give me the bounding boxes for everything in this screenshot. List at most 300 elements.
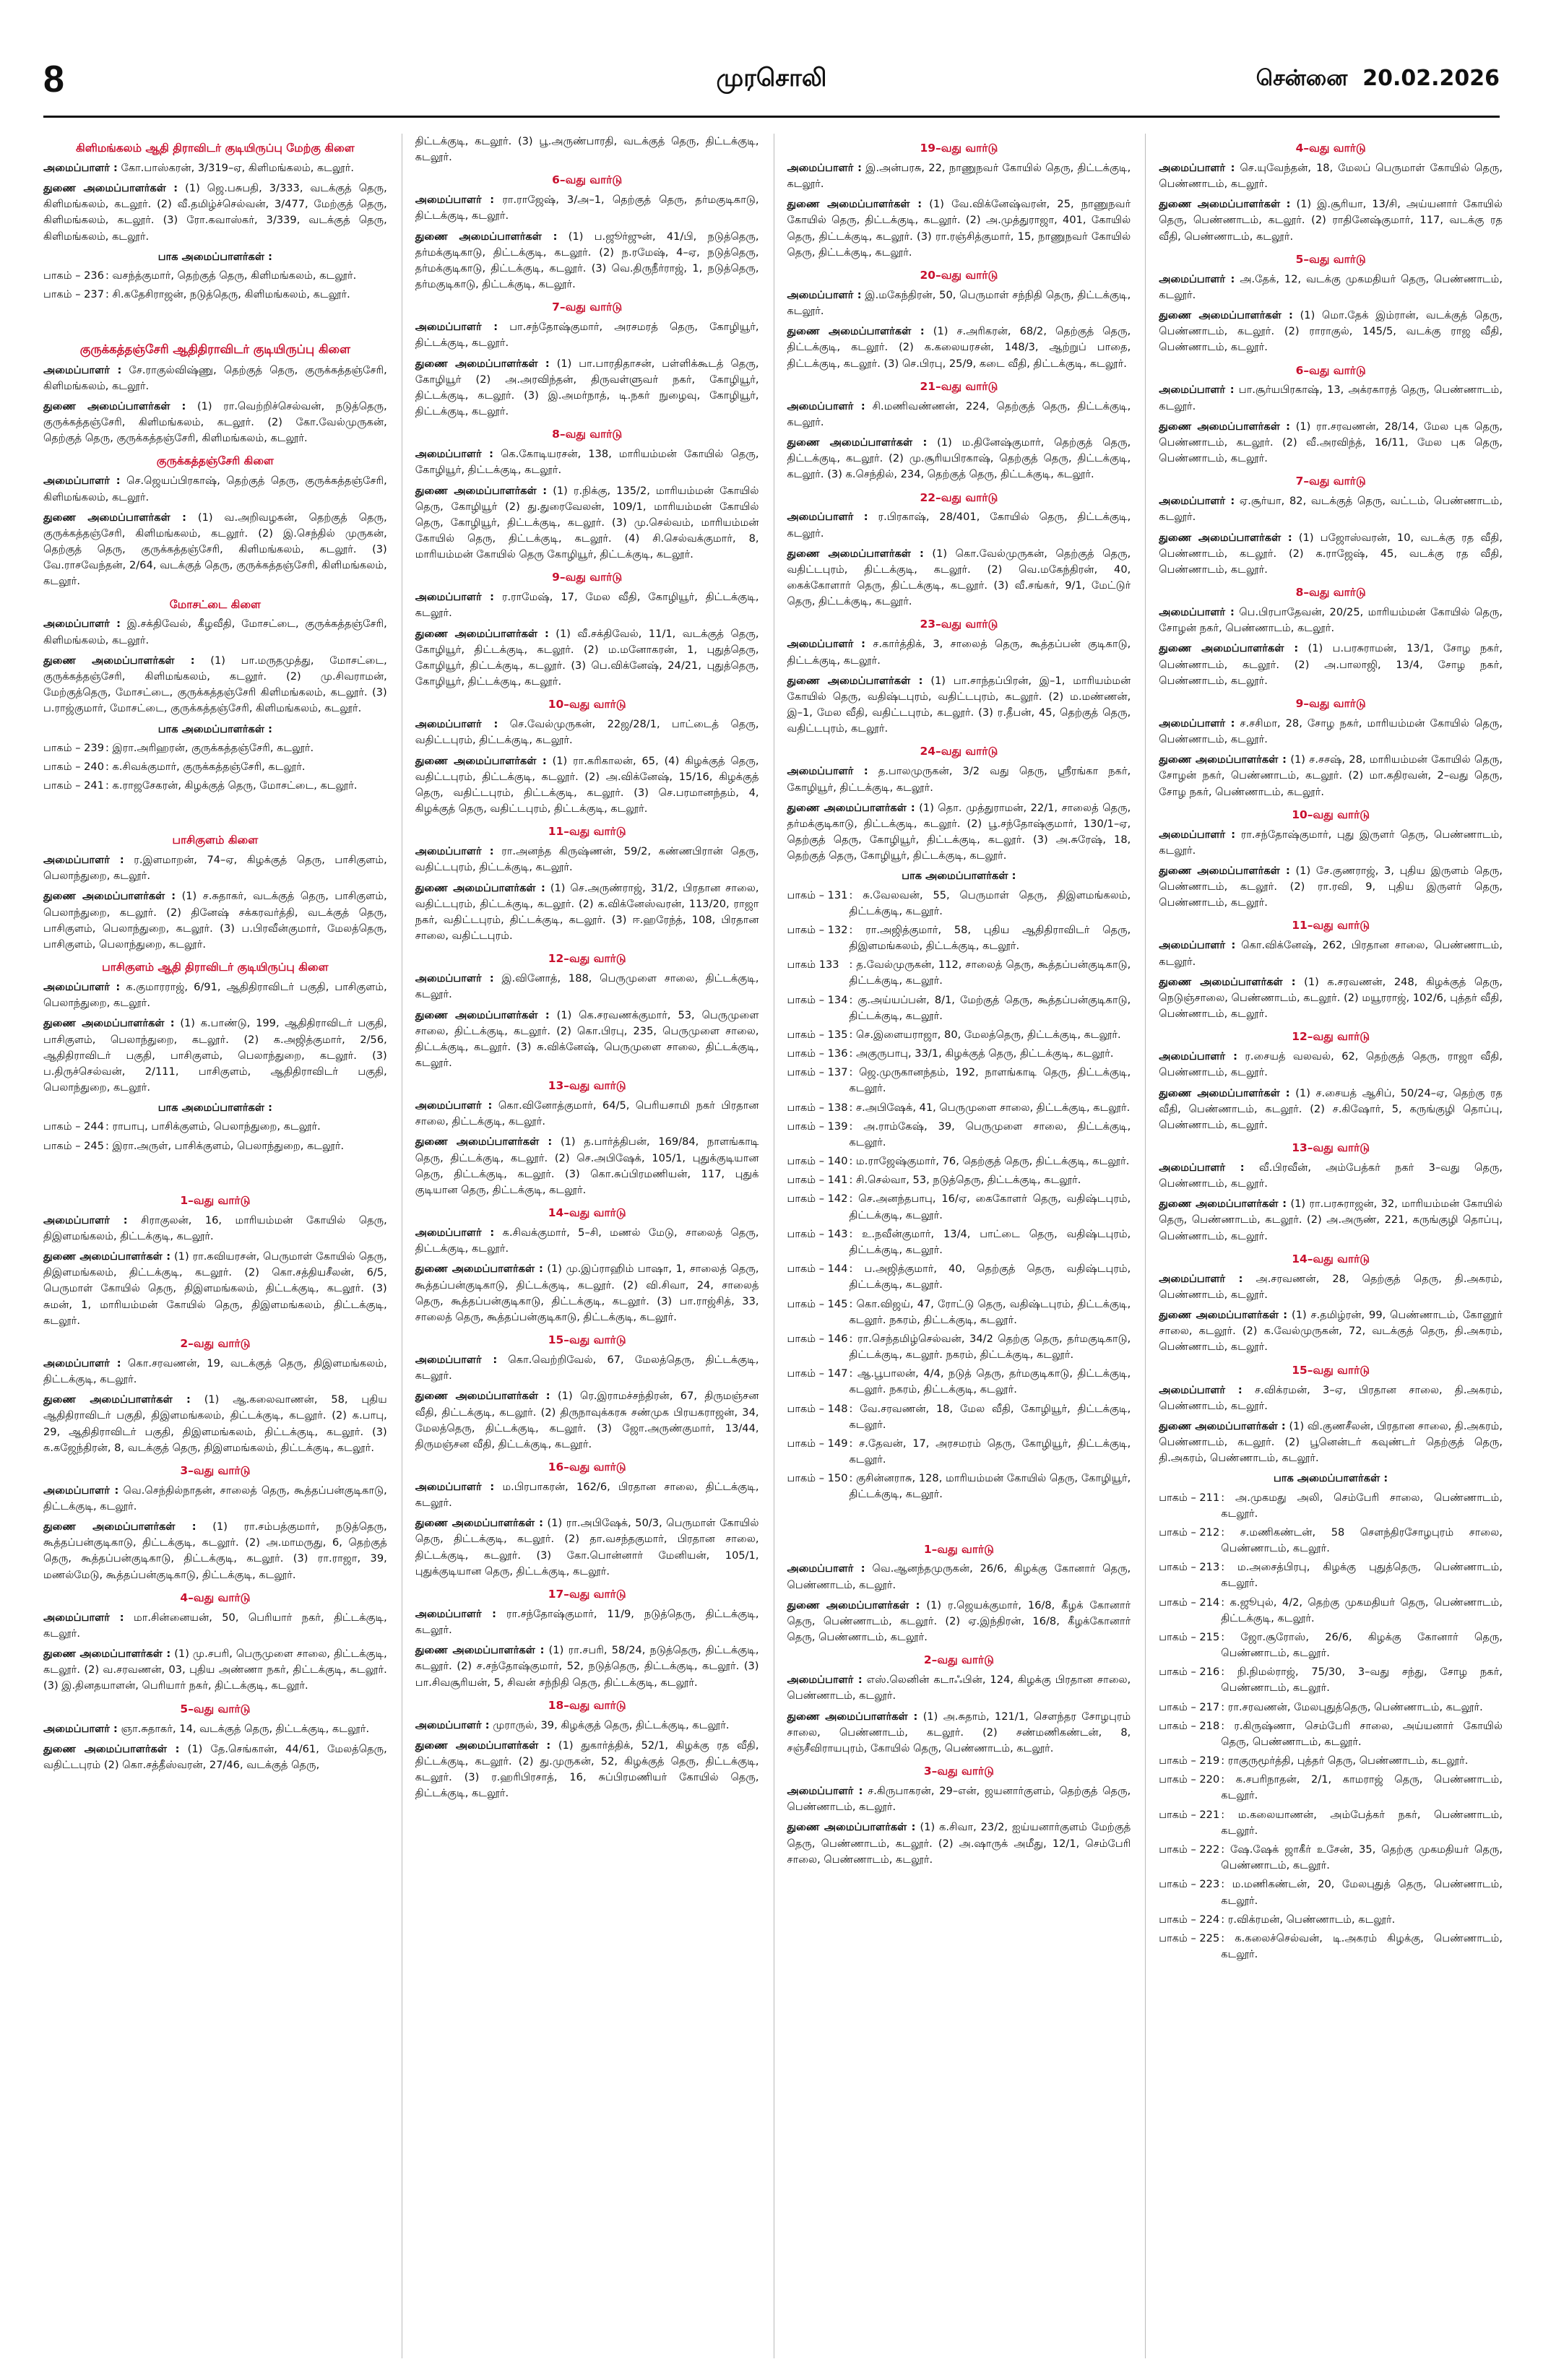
column-2 — [402, 134, 759, 2358]
dateline-date: 20.02.2026 — [1362, 65, 1500, 91]
booth-row — [787, 1046, 1131, 1062]
entry-label: அமைப்பாளர் : — [415, 321, 498, 334]
entry-label: அமைப்பாளர் : — [43, 363, 122, 376]
entry-paragraph — [43, 510, 387, 590]
entry-label: துணை அமைப்பாளர்கள் : — [43, 1250, 171, 1263]
entry-paragraph — [43, 653, 387, 717]
booth-number: பாகம் – 216 — [1159, 1666, 1220, 1679]
booth-organizer: : க.கலைச்செல்வன், டி.அகரம் கிழக்கு, பெண்ணாடம், கடலூர். — [1221, 1931, 1503, 1961]
section-heading: 7–வது வார்டு — [552, 300, 623, 314]
booth-row — [787, 1191, 1131, 1223]
booth-row — [1159, 1490, 1503, 1522]
entry-label: துணை அமைப்பாளர்கள் : — [787, 547, 924, 560]
entry-text: த.பாலமுருகன், 3/2 வது தெரு, ஸ்ரீரங்கா நகர், கோழியூர், திட்டக்குடி, கடலூர். — [787, 765, 1131, 794]
entry-text: (1) இ.சூரியா, 13/சி, அய்யனார் கோயில் தெரு, பெண்ணாடம், கடலூர். (2) ராதினேஷ்குமார், 117, வடக்கு ரத வீதி, பெண்ணாடம், கடலூர். — [1159, 198, 1503, 243]
booth-row — [787, 922, 1131, 954]
entry-text: கொ.வினோத்குமார், 64/5, பெரியசாமி நகர் பிரதான சாலை, திட்டக்குடி, கடலூர். — [415, 1099, 759, 1128]
section-heading: 12–வது வார்டு — [1292, 1030, 1370, 1044]
entry-text: (1) ரா.வெற்றிச்செல்வன், நடுத்தெரு, குருக்கத்தஞ்சேரி, கிளிமங்கலம், கடலூர். (2) கோ.வேல்முருகன், தெற்குத் தெரு, குருக்கத்தஞ்சேரி, கிளிமங்கலம், கடலூர். — [43, 399, 387, 445]
entry-paragraph — [43, 1519, 387, 1583]
booth-row — [1159, 1595, 1503, 1627]
booth-row — [1159, 1877, 1503, 1908]
entry-paragraph — [415, 319, 759, 351]
booth-row — [43, 740, 387, 756]
entry-paragraph — [43, 888, 387, 953]
entry-text: (1) ச.சையத் ஆசிப், 50/24–ஏ, தெற்கு ரத வீதி, பெண்ணாடம், கடலூர். (2) ச.கிஷோர், 5, கருங்குழி தொப்பு, பெண்ணாடம், கடலூர். — [1159, 1086, 1503, 1131]
booth-organizer: : அ.ராம்கேஷ், 39, பெருமுளை சாலை, திட்டக்குடி, கடலூர். — [849, 1120, 1131, 1148]
booth-organizer: : குசின்னராசு, 128, மாரியம்மன் கோயில் தெரு, கோழியூர், திட்டக்குடி, கடலூர். — [849, 1472, 1131, 1501]
booth-organizer: : ஜோ.சூரோஸ், 26/6, கிழக்கு கோனார் தெரு, பெண்ணாடம், கடலூர். — [1221, 1630, 1503, 1660]
entry-paragraph — [43, 1741, 387, 1773]
entry-paragraph — [787, 763, 1131, 795]
section-heading: 21–வது வார்டு — [920, 379, 998, 393]
entry-label: அமைப்பாளர் : — [1159, 384, 1235, 397]
section-heading: குருக்கத்தஞ்சேரி ஆதிதிராவிடர் குடியிருப்பு கிளை — [79, 342, 350, 357]
spacer — [43, 306, 387, 334]
entry-text: (1) ர.நிக்கு, 135/2, மாரியம்மன் கோயில் தெரு, கோழியூர் (2) து.துரைவேலன், 109/1, மாரியம்மன் கோயில் தெரு, கோழியூர், திட்டக்குடி, கடலூர். (3) மு.செல்வம், மாரியம்மன் கோயில் தெரு, திட்டக்குடி, கடலூர். (4) சி.செல்வக்குமார், 8, மாரியம்மன் கோயில் தெரு கோழியூர், திட்டக்குடி, கடலூர். — [415, 484, 759, 561]
entry-text: ர.பிரகாஷ், 28/401, கோயில் தெரு, திட்டக்குடி, கடலூர். — [787, 511, 1131, 540]
booth-number: பாகம் – 149 — [787, 1437, 848, 1450]
entry-paragraph — [1159, 1419, 1503, 1467]
entry-label: துணை அமைப்பாளர்கள் : — [415, 1739, 551, 1752]
booth-row — [787, 1027, 1131, 1043]
entry-text: ர.இளமாறன், 74–ஏ, கிழக்குத் தெரு, பாசிகுளம், பெலாந்துறை, கடலூர். — [43, 854, 387, 883]
booth-number: பாகம் – 218 — [1159, 1719, 1220, 1732]
booth-row — [1159, 1753, 1503, 1769]
entry-paragraph — [43, 1249, 387, 1329]
booth-organizer: : உ.நவீன்குமார், 13/4, பாட்டை தெரு, வதிஷ்டபுரம், திட்டக்குடி, கடலூர். — [849, 1227, 1131, 1256]
booth-organizer: : ச.அபிஷேக், 41, பெருமுளை சாலை, திட்டக்குடி, கடலூர். — [849, 1101, 1131, 1114]
entry-paragraph — [787, 1561, 1131, 1593]
entry-label: அமைப்பாளர் : — [1159, 606, 1235, 619]
entry-text: (1) ரா.அபிஷேக், 50/3, பெருமாள் கோயில் தெரு, திட்டக்குடி, கடலூர். (2) தா.வசந்தகுமார், பிரதான சாலை, திட்டக்குடி, கடலூர். (3) கோ.பொன்னார் மேனியன், 105/1, புதுக்குடியான தெரு, திட்டக்குடி, கடலூர். — [415, 1517, 759, 1578]
section-heading: 1–வது வார்டு — [923, 1542, 994, 1556]
booth-organizer: : ரா.செந்தமிழ்செல்வன், 34/2 தெற்கு தெரு, தர்மகுடிகாடு, திட்டக்குடி, கடலூர். நகரம், திட்டக்குடி, கடலூர். — [849, 1332, 1131, 1362]
entry-text: ஞா.சுதாகர், 14, வடக்குத் தெரு, திட்டக்குடி, கடலூர். — [121, 1722, 370, 1735]
entry-paragraph — [787, 1783, 1131, 1815]
booth-organizer: : ரா.அஜித்குமார், 58, புதிய ஆதிதிராவிடர் தெரு, திஇளமங்கலம், திட்டக்குடி, கடலூர். — [849, 923, 1131, 953]
booth-row — [1159, 1559, 1503, 1591]
entry-paragraph — [1159, 530, 1503, 579]
entry-label: அமைப்பாளர் : — [415, 1607, 496, 1620]
entry-label: அமைப்பாளர் : — [787, 765, 868, 778]
booth-row — [1159, 1807, 1503, 1839]
entry-text: கொ.வெற்றிவேல், 67, மேலத்தெரு, திட்டக்குடி, கடலூர். — [415, 1354, 759, 1382]
section-heading: 23–வது வார்டு — [920, 618, 998, 631]
entry-paragraph — [415, 1515, 759, 1580]
entry-label: துணை அமைப்பாளர்கள் : — [415, 754, 547, 767]
entry-label: துணை அமைப்பாளர்கள் : — [787, 674, 923, 687]
entry-label: துணை அமைப்பாளர்கள் : — [43, 182, 178, 195]
booth-organizer: : ஜெ.முருகானந்தம், 192, நாளங்காடி தெரு, திட்டக்குடி, கடலூர். — [849, 1066, 1131, 1095]
entry-text: ச.சசிமா, 28, சோழ நகர், மாரியம்மன் கோயில் தெரு, பெண்ணாடம், கடலூர். — [1159, 717, 1503, 745]
entry-paragraph — [415, 446, 759, 478]
subheading: பாக அமைப்பாளர்கள் : — [157, 250, 272, 263]
entry-label: துணை அமைப்பாளர்கள் : — [1159, 864, 1290, 877]
booth-number: பாகம் – 223 — [1159, 1878, 1220, 1891]
entry-paragraph — [43, 181, 387, 245]
booth-number: பாகம் – 211 — [1159, 1491, 1220, 1504]
entry-text: கெ.கோடியரசன், 138, மாரியம்மன் கோயில் தெரு, கோழியூர், திட்டக்குடி, கடலூர். — [415, 448, 759, 477]
entry-text: இ.மகேந்திரன், 50, பெருமாள் சந்நிதி தெரு, திட்டக்குடி, கடலூர். — [787, 288, 1131, 318]
entry-paragraph — [415, 483, 759, 563]
entry-label: துணை அமைப்பாளர்கள் : — [1159, 420, 1290, 433]
section-heading: 14–வது வார்டு — [1292, 1252, 1370, 1265]
section-heading: 15–வது வார்டு — [1292, 1363, 1370, 1377]
booth-organizer: : க.ராஜசேகரன், கிழக்குத் தெரு, மோசட்டை, கடலூர். — [105, 779, 358, 792]
entry-label: அமைப்பாளர் : — [787, 161, 862, 174]
booth-organizer: : வசந்த்குமார், தெற்குத் தெரு, கிளிமங்கலம், கடலூர். — [105, 269, 357, 282]
booth-organizer: : ம.மணிகண்டன், 20, மேலபுதுத் தெரு, பெண்ணாடம், கடலூர். — [1221, 1878, 1503, 1907]
booth-row — [787, 957, 1131, 989]
entry-label: துணை அமைப்பாளர்கள் : — [415, 627, 549, 640]
entry-label: துணை அமைப்பாளர்கள் : — [43, 1520, 196, 1533]
entry-paragraph — [787, 800, 1131, 865]
subheading: பாக அமைப்பாளர்கள் : — [902, 870, 1016, 883]
booth-row — [787, 1297, 1131, 1328]
booth-row — [1159, 1842, 1503, 1874]
booth-row — [787, 1331, 1131, 1363]
booth-number: பாகம் – 212 — [1159, 1526, 1220, 1539]
entry-paragraph — [1159, 716, 1503, 748]
booth-organizer: : சி.செல்வா, 53, நடுத்தெரு, திட்டக்குடி, கடலூர். — [849, 1174, 1081, 1187]
entry-paragraph — [415, 1261, 759, 1325]
entry-paragraph — [787, 1672, 1131, 1704]
entry-paragraph — [415, 356, 759, 420]
entry-text: (1) ர.ஜெயக்குமார், 16/8, கீழக் கோனார் தெரு, பெண்ணாடம், கடலூர். (2) ஏ.இந்திரன், 16/8, கீழக்கோனார் தெரு, பெண்ணாடம், கடலூர். — [787, 1598, 1131, 1644]
entry-paragraph — [787, 673, 1131, 737]
booth-organizer: : ம.ராஜேஷ்குமார், 76, தெற்குத் தெரு, திட்டக்குடி, கடலூர். — [849, 1155, 1130, 1168]
entry-label: துணை அமைப்பாளர்கள் : — [1159, 1419, 1286, 1432]
entry-text: செ.வேல்முருகன், 22ஜ/28/1, பாட்டைத் தெரு, வதிட்டபுரம், திட்டக்குடி, கடலூர். — [415, 718, 759, 747]
section-heading: 7–வது வார்டு — [1295, 475, 1366, 488]
booth-number: பாகம் – 136 — [787, 1047, 848, 1060]
entry-paragraph — [787, 399, 1131, 430]
entry-text: (1) கெ.சரவணக்குமார், 53, பெருமுளை சாலை, திட்டக்குடி, கடலூர். (2) கொ.பிரபு, 235, பெருமுளை சாலை, திட்டக்குடி, கடலூர். (3) சு.விக்னேஷ், பெருமுளை சாலை, திட்டக்குடி, கடலூர். — [415, 1008, 759, 1070]
section-heading: 3–வது வார்டு — [180, 1463, 251, 1477]
spacer — [787, 1506, 1131, 1535]
entry-text: பா.சந்தோஷ்குமார், அரசமரத் தெரு, கோழியூர், திட்டக்குடி, கடலூர். — [415, 321, 759, 350]
booth-number: பாகம் – 217 — [1159, 1700, 1220, 1713]
booth-row — [43, 1138, 387, 1154]
booth-number: பாகம் – 213 — [1159, 1561, 1220, 1574]
entry-paragraph — [415, 229, 759, 293]
entry-text: கொ.சரவணன், 19, வடக்குத் தெரு, திஇளமங்கலம், திட்டக்குடி, கடலூர். — [43, 1356, 387, 1385]
page-number: 8 — [43, 59, 64, 100]
booth-organizer: : இரா.அருள், பாசிக்குளம், பெலாந்துறை, கடலூர். — [105, 1139, 345, 1152]
booth-number: பாகம் – 245 — [43, 1139, 104, 1152]
entry-text: (1) தொ. முத்துராமன், 22/1, சாலைத் தெரு, தர்மக்குடிகாடு, திட்டக்குடி, கடலூர். (2) பூ.சந்தோஷ்குமார், 130/1–ஏ, தெற்குத் தெரு, கோழியூர், திட்டக்குடி, கடலூர். (3) அ.சுரேஷ், 18, தெற்குத் தெரு, கோழியூர், திட்டக்குடி, கடலூர். — [787, 801, 1131, 862]
entry-label: அமைப்பாளர் : — [787, 1785, 863, 1798]
booth-number: பாகம் – 137 — [787, 1066, 848, 1079]
entry-text: (1) மு.சபரி, பெருமுளை சாலை, திட்டக்குடி, கடலூர். (2) வ.சரவணன், 03, புதிய அண்ணா நகர், திட்டக்குடி, கடலூர். (3) இ.தினதயாளன், பெரியார் நகர், திட்டக்குடி, கடலூர். — [43, 1648, 387, 1692]
booth-organizer: : ராபாபு, பாசிக்குளம், பெலாந்துறை, கடலூர். — [105, 1120, 321, 1133]
entry-text: (1) பஜோஸ்வரன், 10, வடக்கு ரத வீதி, பெண்ணாடம், கடலூர். (2) க.ராஜேஷ், 45, வடக்கு ரத வீதி, பெண்ணாடம், கடலூர். — [1159, 531, 1503, 576]
booth-organizer: : வே.சரவணன், 18, மேல வீதி, கோழியூர், திட்டக்குடி, கடலூர். — [849, 1402, 1131, 1431]
entry-label: அமைப்பாளர் : — [43, 1722, 118, 1735]
booth-organizer: : க.ஜூபுல், 4/2, தெற்கு முகமதியர் தெரு, பெண்ணாடம், திட்டக்குடி, கடலூர். — [1221, 1596, 1503, 1624]
entry-paragraph — [1159, 272, 1503, 303]
booth-row — [787, 1261, 1131, 1293]
booth-row — [787, 1471, 1131, 1502]
entry-text: (1) ம.தினேஷ்குமார், தெற்குத் தெரு, திட்டக்குடி, கடலூர். (2) மு.சூரியபிரகாஷ், தெற்குத் தெரு, திட்டக்குடி, கடலூர். (3) க.செந்தில், 234, தெற்குத் தெரு, திட்டக்குடி, கடலூர். — [787, 436, 1131, 481]
entry-text: (1) ரா.பரசுராஜன், 32, மாரியம்மன் கோயில் தெரு, பெண்ணாடம், கடலூர். (2) அ.அருண், 221, கருங்குழி தொப்பு, பெண்ணாடம், கடலூர். — [1159, 1198, 1503, 1242]
dateline-place: சென்னை — [1255, 65, 1348, 91]
entry-text: (1) ஜெ.பசுபதி, 3/333, வடக்குத் தெரு, கிளிமங்கலம், கடலூர். (2) வீ.தமிழ்ச்செல்வன், 3/477, மேற்குத் தெரு, கிளிமங்கலம், கடலூர். (3) ரோ.கவாஸ்கர், 3/339, வடக்குத் தெரு, கிளிமங்கலம், கடலூர். — [43, 182, 387, 243]
booth-number: பாகம் – 219 — [1159, 1754, 1220, 1767]
entry-text: (1) சே.குணராஜ், 3, புதிய இருளம் தெரு, பெண்ணாடம், கடலூர். (2) ரா.ரவி, 9, புதிய இருளர் தெரு, பெண்ணாடம், கடலூர். — [1159, 864, 1503, 909]
entry-text: (1) ப.ஜூர்ஜுன், 41/பி, நடுத்தெரு, தர்மக்குடிகாடு, திட்டக்குடி, கடலூர். (2) ந.ரமேஷ், 4–ஏ, நடுத்தெரு, தர்மக்குடிகாடு, திட்டக்குடி, கடலூர். (3) வெ.திருநீர்ராஜ், 1, நடுத்தெரு, தர்மகுடிகாடு, திட்டக்குடி, கடலூர். — [415, 230, 759, 291]
entry-label: அமைப்பாளர் : — [787, 1562, 865, 1575]
entry-text: க.குமாரராஜ், 6/91, ஆதிதிராவிடர் பகுதி, பாசிகுளம், பெலாந்துறை, கடலூர். — [43, 981, 387, 1010]
booth-organizer: : சு.வேலவன், 55, பெருமாள் தெரு, திஇளமங்கலம், திட்டக்குடி, கடலூர். — [849, 888, 1131, 917]
entry-label: அமைப்பாளர் : — [43, 854, 124, 867]
booth-row — [787, 888, 1131, 919]
entry-label: துணை அமைப்பாளர்கள் : — [1159, 975, 1296, 988]
booth-number: பாகம் – 150 — [787, 1472, 848, 1485]
entry-paragraph — [787, 1709, 1131, 1757]
entry-paragraph — [415, 717, 759, 748]
entry-paragraph — [1159, 752, 1503, 800]
entry-label: அமைப்பாளர் : — [43, 618, 121, 631]
entry-text: பெ.பிரபாதேவன், 20/25, மாரியம்மன் கோயில் தெரு, சோழன் நகர், பெண்ணாடம், கடலூர். — [1159, 606, 1503, 635]
page-header — [43, 51, 1500, 108]
entry-text: (1) மொ.தேக் இம்ரான், வடக்குத் தெரு, பெண்ணாடம், கடலூர். (2) ராராகுல், 145/5, வடக்கு ராஜ வீதி, பெண்ணாடம், கடலூர். — [1159, 309, 1503, 354]
section-heading: 24–வது வார்டு — [920, 745, 998, 758]
booth-number: பாகம் – 239 — [43, 741, 104, 754]
entry-paragraph — [1159, 160, 1503, 192]
header-rule — [43, 116, 1500, 118]
dateline — [1256, 66, 1500, 94]
entry-label: துணை அமைப்பாளர்கள் : — [787, 325, 925, 338]
entry-text: ரா.அனந்த கிருஷ்ணன், 59/2, கண்ணபிரான் தெரு, வதிட்டபுரம், திட்டக்குடி, கடலூர். — [415, 845, 759, 874]
entry-paragraph — [415, 589, 759, 621]
entry-label: அமைப்பாளர் : — [787, 399, 865, 412]
section-heading: 5–வது வார்டு — [1295, 252, 1366, 266]
entry-text: (1) வே.விக்னேஷ்வரன், 25, நாணுநவர் கோயில் தெரு, திட்டக்குடி, கடலூர். (2) அ.முத்துராஜா, 401, கோயில் தெரு, திட்டக்குடி, கடலூர். (3) ரா.ரஞ்சித்குமார், 15, நாணுநவர் கோயில் தெரு, திட்டக்குடி, கடலூர். — [787, 198, 1131, 259]
booth-number: பாகம் – 141 — [787, 1174, 848, 1187]
entry-paragraph — [415, 1008, 759, 1072]
entry-label: அமைப்பாளர் : — [415, 1354, 498, 1367]
entry-text: (1) ரா.கவியரசன், பெருமாள் கோயில் தெரு, திஇளமங்கலம், திட்டக்குடி, கடலூர். (2) கொ.சத்தியசீலன், 6/5, பெருமாள் கோயில் தெரு, திஇளமங்கலம், திட்டக்குடி, கடலூர். (3) சுமன், 1, மாரியம்மன் கோயில் தெரு, திஇளமங்கலம், திட்டக்குடி, கடலூர். — [43, 1250, 387, 1327]
entry-paragraph — [43, 852, 387, 884]
entry-label: அமைப்பாளர் : — [415, 448, 494, 461]
newspaper-name: முரசொலி — [716, 64, 827, 92]
entry-paragraph — [43, 616, 387, 648]
entry-label: அமைப்பாளர் : — [787, 1674, 863, 1687]
booth-number: பாகம் – 224 — [1159, 1913, 1220, 1926]
booth-number: பாகம் – 147 — [787, 1367, 848, 1380]
entry-text: (1) க.பாண்டு, 199, ஆதிதிராவிடர் பகுதி, பாசிகுளம், பெலாந்துறை, கடலூர். (2) க.அஜித்குமார், 2/56, ஆதிதிராவிடர் பகுதி, பாசிகுளம், பெலாந்துறை, கடலூர். (3) ப.திருச்செல்வன், 2/111, பாசிகுளம், ஆதிதிராவிடர் பகுதி, பெலாந்துறை, கடலூர். — [43, 1017, 387, 1094]
entry-label: துணை அமைப்பாளர்கள் : — [787, 1710, 918, 1723]
booth-number: பாகம் – 135 — [787, 1028, 848, 1041]
entry-text: க.சிவக்குமார், 5–சி, மணல் மேடு, சாலைத் தெரு, திட்டக்குடி, கடலூர். — [415, 1226, 759, 1255]
entry-text: பா.சூர்யபிரகாஷ், 13, அக்ரகாரத் தெரு, பெண்ணாடம், கடலூர். — [1159, 384, 1503, 412]
entry-label: துணை அமைப்பாளர்கள் : — [43, 654, 195, 667]
booth-organizer: : சி.கதேசிராஜன், நடுத்தெரு, கிளிமங்கலம், கடலூர். — [105, 288, 350, 301]
entry-text: ம.பிரபாகரன், 162/6, பிரதான சாலை, திட்டக்குடி, கடலூர். — [415, 1480, 759, 1510]
entry-text: அ.சரவணன், 28, தெற்குத் தெரு, தி.அகரம், பெண்ணாடம், கடலூர். — [1159, 1272, 1503, 1301]
section-heading: மோசட்டை கிளை — [169, 597, 261, 611]
booth-organizer: : ஷே.ஷேக் ஜாகீர் உசேன், 35, தெற்கு முகமதியர் தெரு, பெண்ணாடம், கடலூர். — [1221, 1843, 1503, 1872]
entry-label: துணை அமைப்பாளர்கள் : — [415, 230, 558, 243]
booth-row — [787, 1154, 1131, 1169]
booth-number: பாகம் – 215 — [1159, 1630, 1220, 1643]
entry-label: துணை அமைப்பாளர்கள் : — [415, 357, 550, 370]
entry-paragraph — [43, 1610, 387, 1642]
entry-paragraph — [415, 1643, 759, 1691]
entry-paragraph — [415, 626, 759, 691]
entry-label: துணை அமைப்பாளர்கள் : — [1159, 198, 1291, 211]
entry-paragraph — [43, 1213, 387, 1245]
entry-paragraph — [415, 1606, 759, 1638]
article-columns — [43, 134, 1503, 2358]
entry-text: ர.ராமேஷ், 17, மேல வீதி, கோழியூர், திட்டக்குடி, கடலூர். — [415, 591, 759, 620]
entry-paragraph — [415, 844, 759, 875]
section-heading: 15–வது வார்டு — [548, 1333, 626, 1347]
entry-text: (1) ரா.கரிகாலன், 65, (4) கிழக்குத் தெரு, வதிட்டபுரம், திட்டக்குடி, கடலூர். (2) அ.விக்னேஷ், 15/16, கிழக்குத் தெரு, வதிட்டபுரம், திட்டக்குடி, கடலூர். (3) செ.பரமானந்தம், 4, கிழக்குத் தெரு, வதிட்டபுரம், திட்டக்குடி, கடலூர். — [415, 754, 759, 815]
entry-text: இ.சக்திவேல், கீழவீதி, மோசட்டை, குருக்கத்தஞ்சேரி, கிளிமங்கலம், கடலூர். — [43, 618, 387, 646]
entry-text: சி.மணிவண்ணன், 224, தெற்குத் தெரு, திட்டக்குடி, கடலூர். — [787, 399, 1131, 428]
entry-label: அமைப்பாளர் : — [43, 475, 121, 488]
entry-text: கொ.விக்னேஷ், 262, பிரதான சாலை, பெண்ணாடம், கடலூர். — [1159, 939, 1503, 968]
subheading: பாக அமைப்பாளர்கள் : — [157, 722, 272, 735]
entry-text: ஏ.சூர்யா, 82, வடக்குத் தெரு, வட்டம், பெண்ணாடம், கடலூர். — [1159, 495, 1503, 524]
entry-text: (1) வ.அறிவழகன், தெற்குத் தெரு, குருக்கத்தஞ்சேரி, கிளிமங்கலம், கடலூர். (2) இ.செந்தில் முருகன், தெற்குத் தெரு, குருக்கத்தஞ்சேரி, கிளிமங்கலம், கடலூர். (3) வே.ராசவேந்தன், 2/64, வடக்குத் தெரு, குருக்கத்தஞ்சேரி, கிளிமங்கலம், கடலூர். — [43, 511, 387, 588]
entry-paragraph — [415, 192, 759, 224]
entry-text: (1) ஆ.கலைவாணன், 58, புதிய ஆதிதிராவிடர் பகுதி, திஇளமங்கலம், திட்டக்குடி, கடலூர். (2) க.பாபு, 29, ஆதிதிராவிடர் பகுதி, திஇளமங்கலம், திட்டக்குடி, கடலூர். (3) க.கஜேந்திரன், 8, வடக்குத் தெரு, திஇளமங்கலம், திட்டக்குடி, கடலூர். — [43, 1393, 387, 1454]
booth-organizer: : செ.அனந்தபாபு, 16/ஏ, கைகோளர் தெரு, வதிஷ்டபுரம், திட்டக்குடி, கடலூர். — [849, 1193, 1131, 1221]
entry-text: இ.அன்பரசு, 22, நாணுநவர் கோயில் தெரு, திட்டக்குடி, கடலூர். — [787, 161, 1131, 191]
entry-text: வெ.ஆனந்தமுருகன், 26/6, கிழக்கு கோனார் தெரு, பெண்ணாடம், கடலூர். — [787, 1562, 1131, 1591]
entry-text: (1) வீ.சக்திவேல், 11/1, வடக்குத் தெரு, கோழியூர், திட்டக்குடி, கடலூர். (2) ம.மனோகரன், 1, புதுத்தெரு, கோழியூர், திட்டக்குடி, கடலூர். (3) பெ.விக்னேஷ், 24/21, புதுத்தெரு, கோழியூர், திட்டக்குடி, கடலூர். — [415, 627, 759, 688]
section-heading: 13–வது வார்டு — [548, 1079, 626, 1093]
entry-label: அமைப்பாளர் : — [415, 718, 498, 731]
entry-paragraph — [1159, 493, 1503, 525]
booth-organizer: : அகுருபாபு, 33/1, கிழக்குத் தெரு, திட்டக்குடி, கடலூர். — [849, 1047, 1114, 1060]
entry-paragraph — [43, 1356, 387, 1388]
entry-label: அமைப்பாளர் : — [415, 972, 494, 985]
booth-organizer: : ர.விக்ரமன், பெண்ணாடம், கடலூர். — [1221, 1913, 1396, 1926]
booth-row — [787, 1366, 1131, 1398]
entry-paragraph — [1159, 938, 1503, 969]
section-heading: 1–வது வார்டு — [180, 1193, 251, 1207]
booth-organizer: : இரா.அரிஹரன், குருக்கத்தஞ்சேரி, கடலூர். — [105, 741, 314, 754]
booth-number: பாகம் – 236 — [43, 269, 104, 282]
entry-text: சிராகுலன், 16, மாரியம்மன் கோயில் தெரு, திஇளமங்கலம், திட்டக்குடி, கடலூர். — [43, 1213, 387, 1242]
entry-label: துணை அமைப்பாளர்கள் : — [787, 1598, 920, 1611]
entry-text: திட்டக்குடி, கடலூர். (3) பூ.அருண்பாரதி, வடக்குத் தெரு, திட்டக்குடி, கடலூர். — [415, 135, 759, 164]
entry-text: (1) கொ.வேல்முருகன், தெற்குத் தெரு, வதிட்டபுரம், திட்டக்குடி, கடலூர். (2) வெ.மகேந்திரன், 40, கைக்கோளார் தெரு, திட்டக்குடி, கடலூர். (3) வீ.சங்கர், 9/1, மேட்டுர் தெரு, திட்டக்குடி, கடலூர். — [787, 547, 1131, 608]
entry-label: அமைப்பாளர் : — [415, 1480, 495, 1493]
entry-paragraph — [43, 1483, 387, 1515]
booth-organizer: : ச.மணிகண்டன், 58 சௌந்திரசோழபுரம் சாலை, பெண்ணாடம், கடலூர். — [1221, 1526, 1503, 1555]
entry-label: அமைப்பாளர் : — [1159, 1272, 1243, 1285]
entry-paragraph — [1159, 1382, 1503, 1414]
entry-paragraph — [787, 1819, 1131, 1868]
section-heading: 6–வது வார்டு — [1295, 363, 1366, 377]
entry-label: துணை அமைப்பாளர்கள் : — [415, 1390, 550, 1403]
booth-organizer: : த.வேல்முருகன், 112, சாலைத் தெரு, கூத்தப்பன்குடிகாடு, திட்டக்குடி, கடலூர். — [849, 959, 1131, 987]
entry-paragraph — [787, 287, 1131, 319]
column-3 — [774, 134, 1131, 2358]
booth-number: பாகம் – 131 — [787, 888, 848, 901]
entry-paragraph — [787, 509, 1131, 541]
section-heading: 13–வது வார்டு — [1292, 1141, 1370, 1155]
booth-row — [787, 1226, 1131, 1258]
entry-text: (1) செ.அருண்ராஜ், 31/2, பிரதான சாலை, வதிட்டபுரம், திட்டக்குடி, கடலூர். (2) க.விக்னேஸ்வரன், 113/20, ராஜா நகர், வதிட்டபுரம், திட்டக்குடி, கடலூர். (3) ஈ.ஹரேந்த், 108, பிரதான சாலை, வதிட்டபுரம். — [415, 881, 759, 943]
booth-number: பாகம் – 221 — [1159, 1808, 1220, 1821]
entry-text: முராருல், 39, கிழக்குத் தெரு, திட்டக்குடி, கடலூர். — [493, 1718, 730, 1731]
section-heading: 8–வது வார்டு — [1295, 586, 1366, 600]
booth-number: பாகம் – 145 — [787, 1297, 848, 1310]
entry-text: மா.சின்னையன், 50, பெரியார் நகர், திட்டக்குடி, கடலூர். — [43, 1611, 387, 1640]
column-4 — [1145, 134, 1503, 2358]
section-heading: 8–வது வார்டு — [552, 428, 623, 441]
entry-label: துணை அமைப்பாளர்கள் : — [1159, 642, 1299, 655]
entry-text: (1) த.பார்த்திபன், 169/84, நாளங்காடி தெரு, திட்டக்குடி, கடலூர். (2) செ.அபிஷேக், 105/1, புதுக்குடியான தெரு, திட்டக்குடி, கடலூர். (3) கொ.சுப்பிரமணியன், 117, புதுக் குடியான தெரு, திட்டக்குடி, கடலூர். — [415, 1135, 759, 1196]
booth-number: பாகம் – 244 — [43, 1120, 104, 1133]
booth-number: பாகம் – 142 — [787, 1193, 848, 1206]
booth-organizer: : க.சபரிநாதன், 2/1, காமராஜ் தெரு, பெண்ணாடம், கடலூர். — [1221, 1773, 1503, 1802]
entry-text: வீ.பிரவீன், அம்பேத்கர் நகர் 3–வது தெரு, பெண்ணாடம், கடலூர். — [1159, 1161, 1503, 1190]
entry-label: அமைப்பாளர் : — [1159, 1383, 1242, 1396]
entry-text: (1) ரா.சரவணன், 28/14, மேல புக தெரு, பெண்ணாடம், கடலூர். (2) வீ.அரவிந்த், 16/11, மேல புக தெரு, பெண்ணாடம், கடலூர். — [1159, 420, 1503, 465]
booth-number: பாகம் – 148 — [787, 1402, 848, 1415]
entry-paragraph — [1159, 1160, 1503, 1192]
entry-label: அமைப்பாளர் : — [1159, 1050, 1237, 1063]
entry-text: அ.தேக், 12, வடக்கு முகமதியர் தெரு, பெண்ணாடம், கடலூர். — [1159, 272, 1503, 301]
section-heading: 9–வது வார்டு — [552, 571, 623, 584]
booth-organizer: : ரா.சரவணன், மேலபுதுத்தெரு, பெண்ணாடம், கடலூர். — [1221, 1700, 1483, 1713]
entry-text: ரா.ராஜேஷ், 3/அ–1, தெற்குத் தெரு, தர்மகுடிகாடு, திட்டக்குடி, கடலூர். — [415, 194, 759, 222]
entry-text: (1) ரெ.இராமச்சந்திரன், 67, திருமஞ்சன வீதி, திட்டக்குடி, கடலூர். (2) திருநாவுக்கரசு சண்முக பிரயகராஜன், 34, மேலத்தெரு, திட்டக்குடி, கடலூர். (3) ஜோ.அருண்குமார், 13/44, திருமஞ்சன வீதி, திட்டக்குடி, கடலூர். — [415, 1390, 759, 1450]
subheading: பாக அமைப்பாளர்கள் : — [157, 1102, 272, 1115]
entry-paragraph — [43, 473, 387, 505]
entry-paragraph — [1159, 1086, 1503, 1134]
entry-label: அமைப்பாளர் : — [415, 845, 494, 858]
entry-paragraph — [1159, 863, 1503, 912]
booth-number: பாகம் – 139 — [787, 1120, 848, 1133]
entry-paragraph — [1159, 196, 1503, 245]
section-heading: 22–வது வார்டு — [920, 490, 998, 504]
entry-text: இ.வினோத், 188, பெருமுளை சாலை, திட்டக்குடி, கடலூர். — [415, 972, 759, 1001]
booth-row — [1159, 1630, 1503, 1661]
booth-row — [787, 1401, 1131, 1433]
entry-label: துணை அமைப்பாளர்கள் : — [43, 890, 176, 903]
entry-paragraph — [43, 1016, 387, 1096]
entry-paragraph — [1159, 419, 1503, 467]
booth-row — [1159, 1525, 1503, 1557]
entry-paragraph — [415, 1134, 759, 1198]
entry-text: ச.கிருபாகரன், 29–என், ஜயனார்குளம், தெற்குத் தெரு, பெண்ணாடம், கடலூர். — [787, 1785, 1131, 1814]
section-heading: 5–வது வார்டு — [180, 1702, 251, 1715]
section-heading: 2–வது வார்டு — [923, 1653, 994, 1667]
spacer — [43, 1157, 387, 1186]
section-heading: குருக்கத்தஞ்சேரி கிளை — [156, 454, 274, 468]
booth-organizer: : ர.கிருஷ்ணா, செம்பேரி சாலை, அய்யனார் கோயில் தெரு, பெண்ணாடம், கடலூர். — [1221, 1719, 1503, 1748]
entry-text: ச.கார்த்திக், 3, சாலைத் தெரு, கூத்தப்பன் குடிகாடு, திட்டக்குடி, கடலூர். — [787, 638, 1131, 667]
entry-text: (1) துகார்த்திக், 52/1, கிழக்கு ரத வீதி, திட்டக்குடி, கடலூர். (2) து.முருகன், 52, கிழக்குத் தெரு, திட்டக்குடி, கடலூர். (3) ர.ஹரிபிரசாத், 16, சுப்பிரமணியர் கோயில் தெரு, திட்டக்குடி, கடலூர். — [415, 1739, 759, 1800]
entry-text: (1) ச.சசஷ், 28, மாரியம்மன் கோயில் தெரு, சோழன் நகர், பெண்ணாடம், கடலூர். (2) மா.கதிரவன், 2–வது தெரு, சோழ நகர், பெண்ணாடம், கடலூர். — [1159, 753, 1503, 798]
entry-text: (1) மு.இப்ராஹிம் பாஷா, 1, சாலைத் தெரு, கூத்தப்பன்குடிகாடு, திட்டக்குடி, கடலூர். (2) வி.சிவா, 24, சாலைத் தெரு, கூத்தப்பன்குடிகாடு, திட்டக்குடி, கடலூர். (3) பா.ராஜ்சித், 33, சாலைத் தெரு, கூத்தப்பன்குடிகாடு, திட்டக்குடி, கடலூர். — [415, 1263, 759, 1323]
entry-label: துணை அமைப்பாளர்கள் : — [1159, 1198, 1287, 1211]
entry-paragraph — [43, 160, 387, 176]
entry-paragraph — [787, 435, 1131, 483]
entry-label: துணை அமைப்பாளர்கள் : — [43, 1742, 180, 1755]
booth-organizer: : ம.கலையாணன், அம்பேத்கர் நகர், பெண்ணாடம், கடலூர். — [1221, 1808, 1503, 1837]
section-heading: 16–வது வார்டு — [548, 1461, 626, 1474]
